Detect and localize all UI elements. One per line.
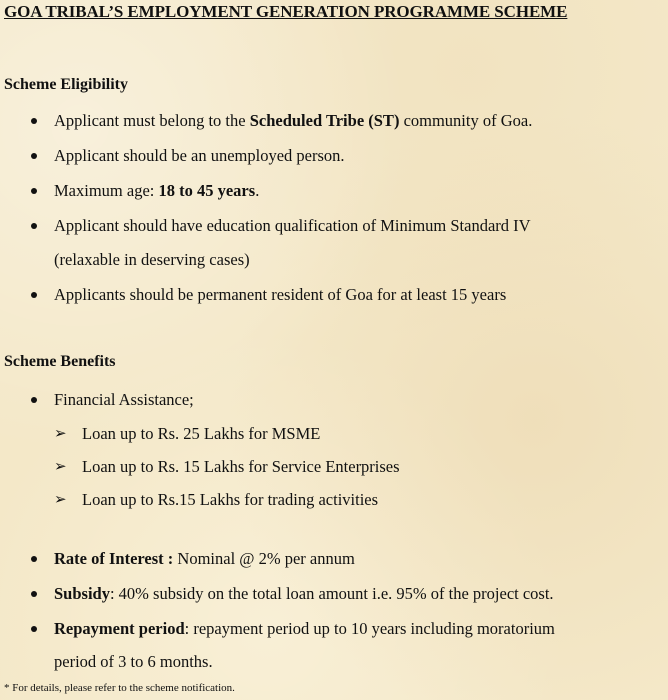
bullet-icon [31, 626, 37, 632]
rate-label: Rate of Interest : [54, 549, 174, 568]
rate-text: Nominal @ 2% per annum [173, 549, 355, 568]
financial-assistance-label: Financial Assistance; [54, 390, 194, 409]
subsidy-item [54, 584, 554, 604]
eligibility-item-unemployed: Applicant should be an unemployed person. [54, 146, 345, 165]
loan-item-msme: Loan up to Rs. 25 Lakhs for MSME [82, 424, 321, 443]
eligibility-item-text: community of Goa. [399, 111, 533, 130]
eligibility-item-text: . [255, 181, 260, 200]
loan-item-service: Loan up to Rs. 15 Lakhs for Service Enterprises [82, 457, 400, 476]
bullet-icon [31, 556, 37, 562]
eligibility-heading: Scheme Eligibility [4, 76, 128, 93]
bullet-icon [31, 223, 37, 229]
bullet-icon [31, 591, 37, 597]
arrow-bullet-icon: ➢ [54, 426, 67, 442]
footnote: * For details, please refer to the scheme notification. [4, 682, 235, 694]
eligibility-item-st [54, 111, 532, 131]
eligibility-item-text: Applicant must belong to the [54, 111, 250, 130]
eligibility-item-text: Maximum age: [54, 181, 159, 200]
eligibility-item-bold: Scheduled Tribe (ST) [249, 111, 400, 130]
bullet-icon [31, 153, 37, 159]
repayment-label: Repayment period [54, 619, 185, 638]
subsidy-label: Subsidy [54, 584, 110, 603]
benefits-heading: Scheme Benefits [4, 353, 116, 370]
eligibility-item-resident: Applicants should be permanent resident of Goa for at least 15 years [54, 285, 507, 304]
arrow-bullet-icon: ➢ [54, 459, 67, 475]
repayment-item-continued: period of 3 to 6 months. [54, 652, 213, 671]
subsidy-text: : 40% subsidy on the total loan amount i.e. 95% of the project cost. [109, 584, 554, 603]
repayment-item [54, 619, 555, 639]
arrow-bullet-icon: ➢ [54, 492, 67, 508]
eligibility-item-education-continued: (relaxable in deserving cases) [54, 250, 250, 269]
repayment-text: : repayment period up to 10 years including moratorium [184, 619, 555, 638]
loan-item-trading: Loan up to Rs.15 Lakhs for trading activities [82, 490, 379, 509]
rate-of-interest-item [54, 549, 355, 569]
bullet-icon [31, 118, 37, 124]
page-title: GOA TRIBAL’S EMPLOYMENT GENERATION PROGRAMME SCHEME [4, 2, 568, 21]
bullet-icon [31, 292, 37, 298]
eligibility-item-education: Applicant should have education qualification of Minimum Standard IV [54, 216, 531, 235]
bullet-icon [31, 397, 37, 403]
eligibility-item-bold: 18 to 45 years [158, 181, 256, 200]
eligibility-item-age [54, 181, 259, 201]
bullet-icon [31, 188, 37, 194]
